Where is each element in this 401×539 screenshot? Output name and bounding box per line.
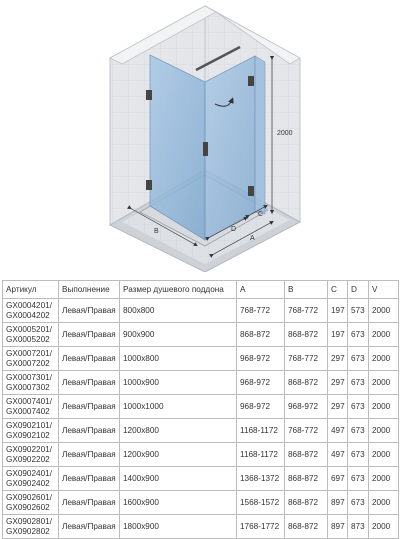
a-cell: 1568-1572 (237, 491, 285, 515)
a-cell: 1168-1172 (237, 419, 285, 443)
article-code: GX0005201/ (6, 324, 52, 334)
execution-cell: Левая/Правая (59, 419, 120, 443)
article-code: GX0007201/ (6, 348, 52, 358)
table-row (3, 395, 399, 419)
execution-cell: Левая/Правая (59, 347, 120, 371)
table-row (3, 443, 399, 467)
table-row (3, 515, 399, 539)
tray-size-cell: 1600x900 (120, 491, 237, 515)
v-cell: 2000 (369, 419, 399, 443)
execution-cell: Левая/Правая (59, 491, 120, 515)
article-code: GX0902401/ (6, 468, 52, 478)
v-cell: 2000 (369, 515, 399, 539)
article-cell (3, 467, 59, 491)
height-label: 2000 (277, 130, 293, 137)
article-cell (3, 347, 59, 371)
c-cell: 697 (328, 467, 348, 491)
column-header-b: B (285, 281, 328, 299)
article-code: GX0004202 (6, 310, 50, 320)
article-cell (3, 299, 59, 323)
article-code: GX0902102 (6, 430, 50, 440)
side-glass-panel (255, 56, 265, 214)
table-row (3, 371, 399, 395)
table-row (3, 491, 399, 515)
v-cell: 2000 (369, 491, 399, 515)
b-cell: 868-872 (285, 467, 328, 491)
d-cell: 573 (348, 299, 369, 323)
b-cell: 868-872 (285, 515, 328, 539)
c-cell: 497 (328, 443, 348, 467)
c-cell: 497 (328, 419, 348, 443)
a-cell: 968-972 (237, 371, 285, 395)
tray-size-cell: 800x800 (120, 299, 237, 323)
c-cell: 297 (328, 347, 348, 371)
article-cell (3, 515, 59, 539)
c-cell: 897 (328, 491, 348, 515)
a-cell: 768-772 (237, 299, 285, 323)
column-header-d: D (348, 281, 369, 299)
article-code: GX0007302 (6, 382, 50, 392)
execution-cell: Левая/Правая (59, 467, 120, 491)
article-cell (3, 491, 59, 515)
a-cell: 868-872 (237, 323, 285, 347)
dimension-b-label: B (154, 228, 159, 235)
table-row (3, 419, 399, 443)
execution-cell: Левая/Правая (59, 395, 120, 419)
article-cell (3, 371, 59, 395)
article-code: GX0902402 (6, 478, 50, 488)
table-row (3, 299, 399, 323)
b-cell: 868-872 (285, 323, 328, 347)
article-code: GX0902801/ (6, 516, 52, 526)
a-cell: 1368-1372 (237, 467, 285, 491)
c-cell: 297 (328, 395, 348, 419)
b-cell: 868-872 (285, 371, 328, 395)
specification-table (2, 280, 399, 539)
c-cell: 297 (328, 371, 348, 395)
hinge-icon (248, 76, 254, 86)
v-cell: 2000 (369, 299, 399, 323)
a-cell: 1768-1772 (237, 515, 285, 539)
tray-size-cell: 1200x800 (120, 419, 237, 443)
article-code: GX0902201/ (6, 444, 52, 454)
b-cell: 868-872 (285, 443, 328, 467)
table-row (3, 347, 399, 371)
article-code: GX0005202 (6, 334, 50, 344)
tray-size-cell: 1800x900 (120, 515, 237, 539)
article-code: GX0007301/ (6, 372, 52, 382)
article-code: GX0902202 (6, 454, 50, 464)
article-cell (3, 419, 59, 443)
d-cell: 873 (348, 515, 369, 539)
tray-size-cell: 1000x800 (120, 347, 237, 371)
d-cell: 673 (348, 491, 369, 515)
hinge-icon (146, 180, 152, 190)
tray-size-cell: 1200x900 (120, 443, 237, 467)
article-code: GX0007401/ (6, 396, 52, 406)
b-cell: 768-772 (285, 299, 328, 323)
hinge-icon (248, 186, 254, 196)
dimension-d-label: D (231, 226, 237, 233)
execution-cell: Левая/Правая (59, 371, 120, 395)
handle-icon (203, 142, 208, 156)
column-header-article: Артикул (3, 281, 59, 299)
table-header-row (3, 281, 399, 299)
article-code: GX0007202 (6, 358, 50, 368)
article-code: GX0902602 (6, 502, 50, 512)
d-cell: 673 (348, 395, 369, 419)
a-cell: 968-972 (237, 347, 285, 371)
d-cell: 673 (348, 371, 369, 395)
v-cell: 2000 (369, 323, 399, 347)
b-cell: 968-972 (285, 395, 328, 419)
article-cell (3, 443, 59, 467)
d-cell: 673 (348, 467, 369, 491)
c-cell: 197 (328, 299, 348, 323)
b-cell: 768-772 (285, 419, 328, 443)
table-row (3, 323, 399, 347)
execution-cell: Левая/Правая (59, 443, 120, 467)
d-cell: 673 (348, 443, 369, 467)
article-cell (3, 323, 59, 347)
execution-cell: Левая/Правая (59, 515, 120, 539)
table-row (3, 467, 399, 491)
d-cell: 673 (348, 323, 369, 347)
hinge-icon (146, 90, 152, 100)
column-header-c: C (328, 281, 348, 299)
d-cell: 673 (348, 347, 369, 371)
article-code: GX0004201/ (6, 300, 52, 310)
tray-size-cell: 900x900 (120, 323, 237, 347)
dimension-a-label: A (250, 235, 255, 242)
a-cell: 1168-1172 (237, 443, 285, 467)
column-header-a: A (237, 281, 285, 299)
column-header-v: V (369, 281, 399, 299)
article-code: GX0007402 (6, 406, 50, 416)
c-cell: 197 (328, 323, 348, 347)
article-code: GX0902802 (6, 526, 50, 536)
door-glass-panel (205, 56, 255, 240)
c-cell: 897 (328, 515, 348, 539)
column-header-tray-size: Размер душевого поддона (120, 281, 237, 299)
v-cell: 2000 (369, 347, 399, 371)
v-cell: 2000 (369, 395, 399, 419)
article-cell (3, 395, 59, 419)
d-cell: 673 (348, 419, 369, 443)
tray-size-cell: 1400x900 (120, 467, 237, 491)
a-cell: 968-972 (237, 395, 285, 419)
execution-cell: Левая/Правая (59, 323, 120, 347)
tray-size-cell: 1000x1000 (120, 395, 237, 419)
b-cell: 868-872 (285, 491, 328, 515)
article-code: GX0902101/ (6, 420, 52, 430)
article-code: GX0902601/ (6, 492, 52, 502)
v-cell: 2000 (369, 467, 399, 491)
execution-cell: Левая/Правая (59, 299, 120, 323)
b-cell: 768-772 (285, 347, 328, 371)
v-cell: 2000 (369, 371, 399, 395)
v-cell: 2000 (369, 443, 399, 467)
tray-size-cell: 1000x900 (120, 371, 237, 395)
column-header-execution: Выполнение (59, 281, 120, 299)
dimension-c-label: C (258, 211, 264, 218)
